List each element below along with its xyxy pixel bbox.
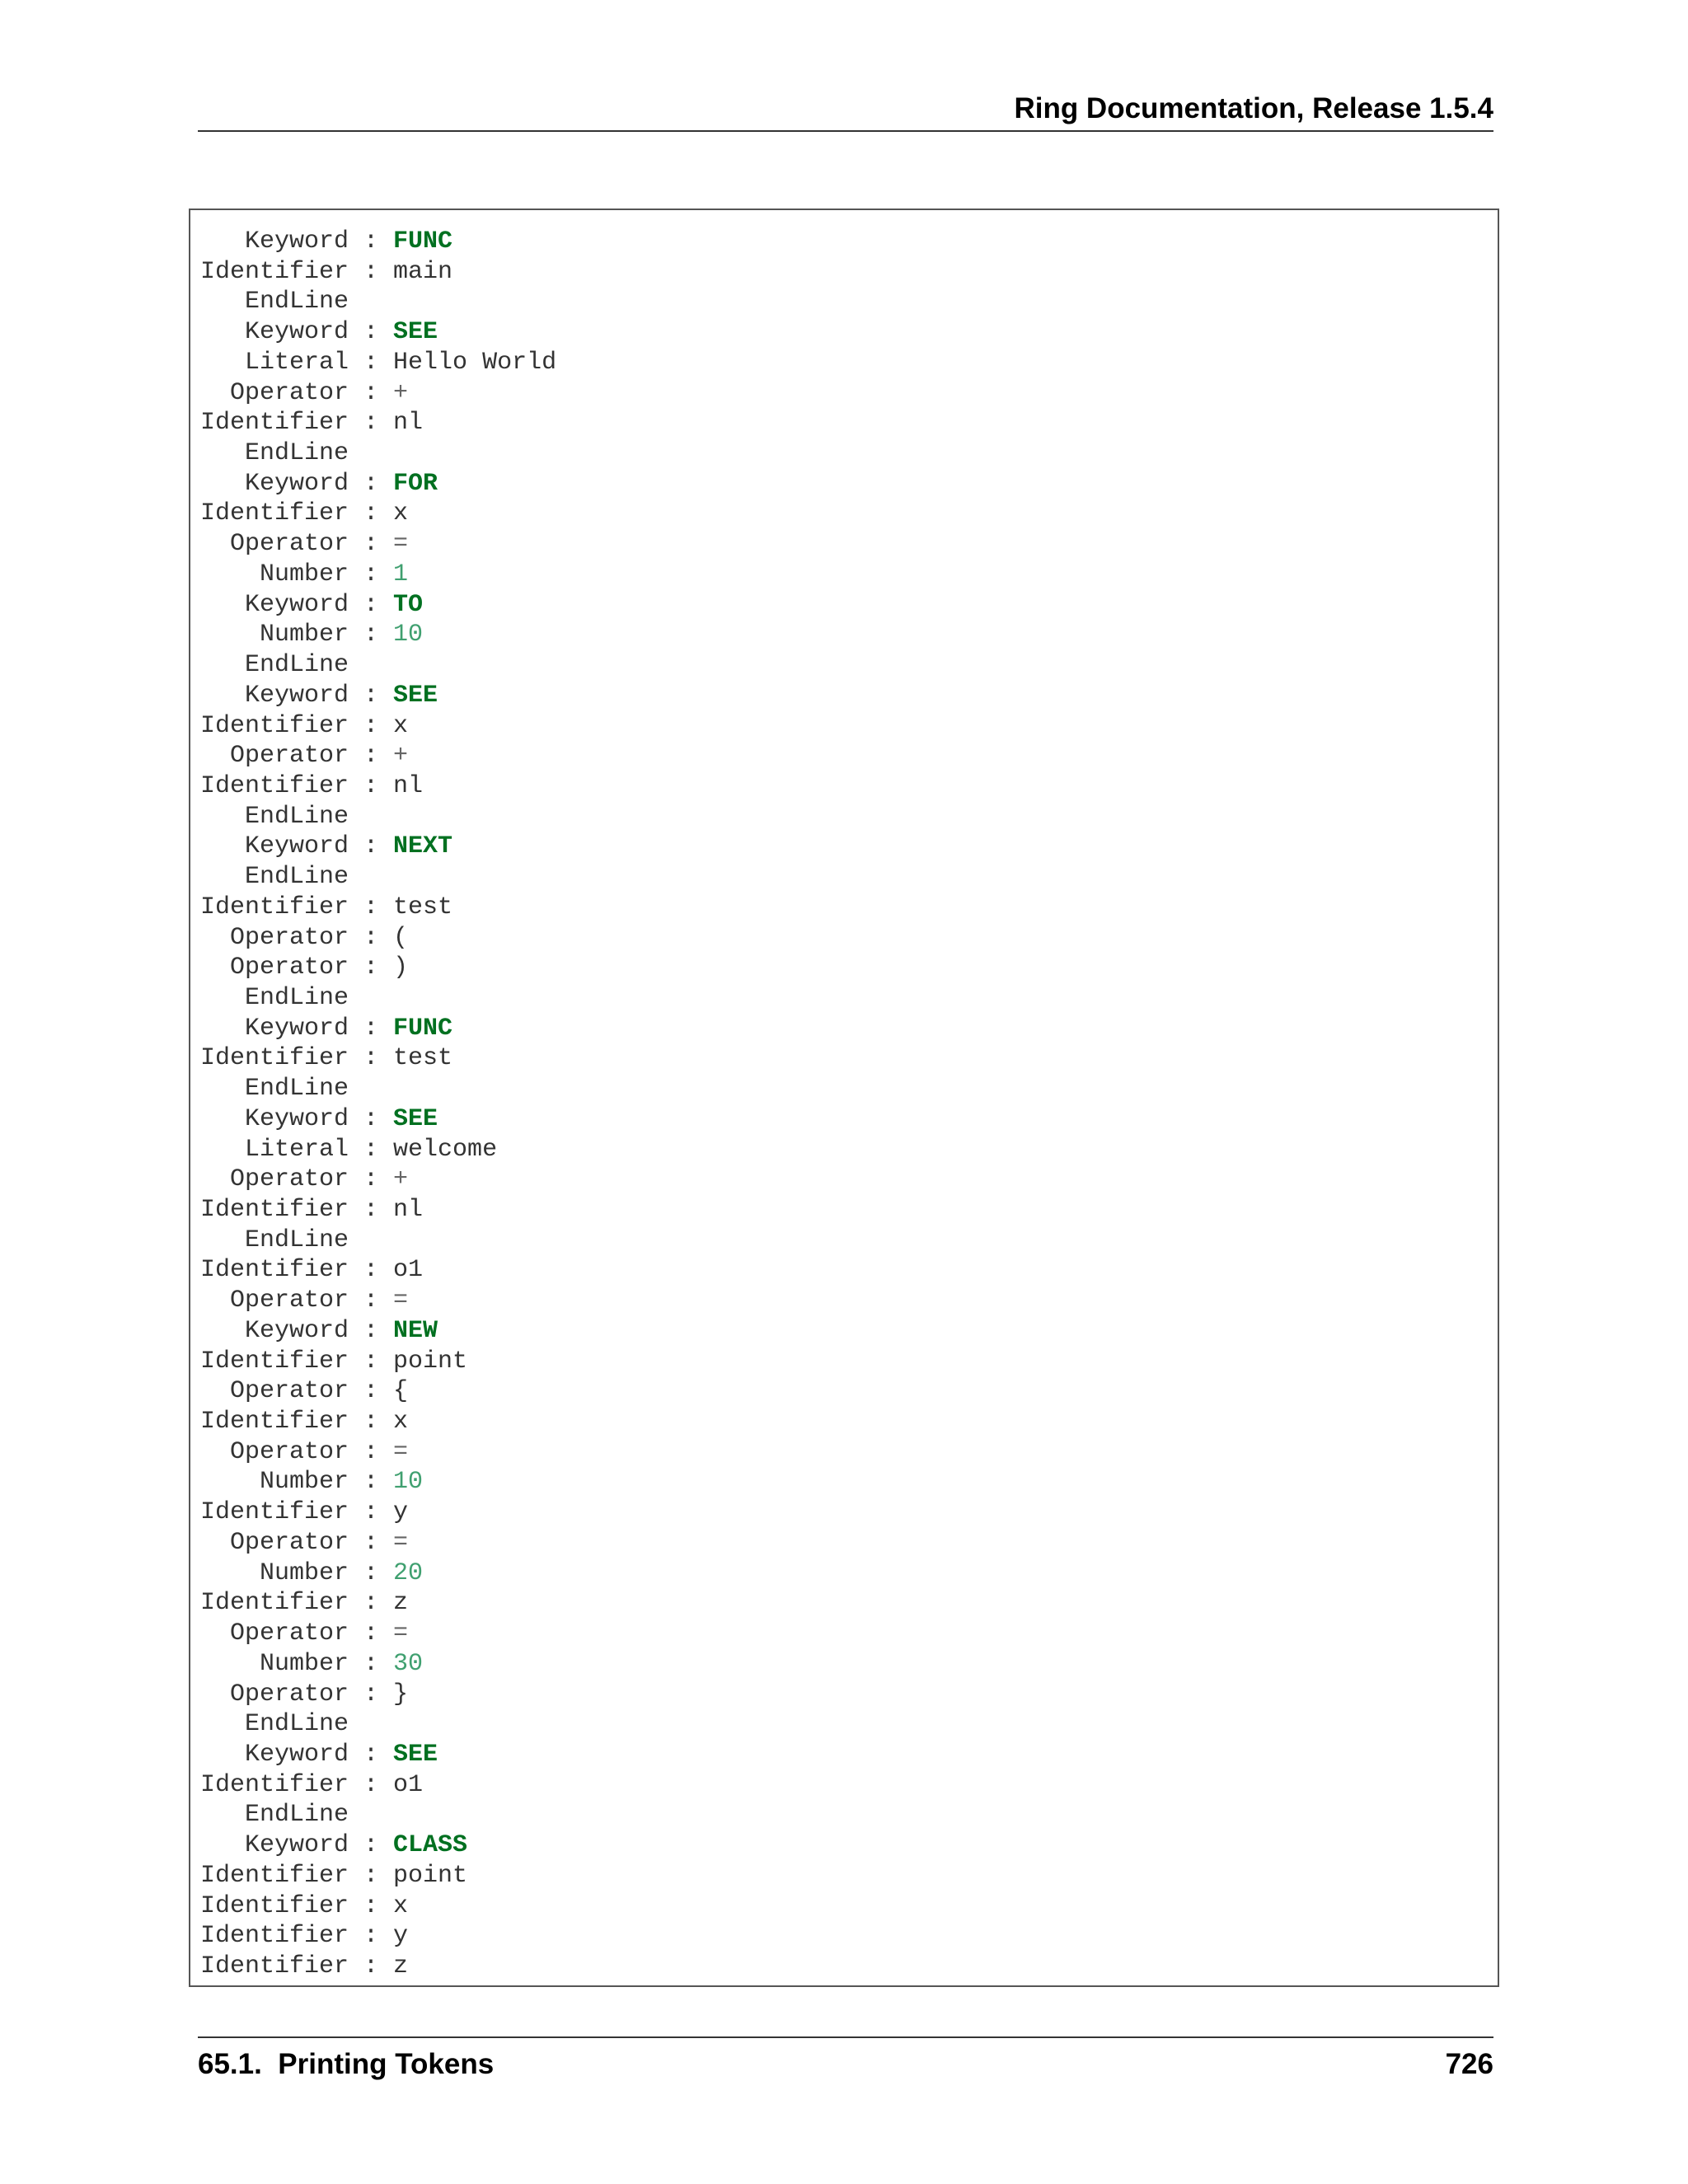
token-separator: : bbox=[349, 1498, 394, 1527]
token-type: EndLine bbox=[200, 651, 349, 680]
token-line bbox=[200, 1830, 556, 1861]
token-line bbox=[200, 1135, 556, 1165]
token-type: Operator bbox=[200, 1528, 349, 1557]
token-type: Operator bbox=[200, 530, 349, 559]
token-type: Keyword bbox=[200, 590, 349, 619]
token-separator: : bbox=[349, 1408, 394, 1436]
token-value: NEXT bbox=[393, 832, 453, 861]
token-separator: : bbox=[349, 1316, 394, 1345]
token-value: point bbox=[393, 1861, 468, 1890]
token-separator: : bbox=[349, 1891, 394, 1920]
token-line bbox=[200, 469, 556, 499]
token-value: main bbox=[393, 257, 453, 286]
token-separator: : bbox=[349, 1377, 394, 1406]
token-separator: : bbox=[349, 1740, 394, 1769]
token-type: Operator bbox=[200, 954, 349, 982]
token-value: x bbox=[393, 711, 409, 740]
token-value: y bbox=[393, 1922, 409, 1951]
token-value: test bbox=[393, 893, 453, 921]
token-line bbox=[200, 741, 556, 771]
token-value: CLASS bbox=[393, 1831, 468, 1860]
token-value: ) bbox=[393, 954, 409, 982]
token-value: o1 bbox=[393, 1770, 424, 1799]
token-value: x bbox=[393, 499, 409, 528]
token-type: Keyword bbox=[200, 1104, 349, 1133]
token-separator: : bbox=[349, 1649, 394, 1678]
token-type: Number bbox=[200, 1558, 349, 1587]
code-listing bbox=[200, 227, 556, 1982]
token-value: Hello World bbox=[393, 348, 557, 377]
token-type: Literal bbox=[200, 1135, 349, 1164]
token-line bbox=[200, 771, 556, 802]
token-line bbox=[200, 257, 556, 288]
token-type: Identifier bbox=[200, 1861, 349, 1890]
token-type: Number bbox=[200, 621, 349, 649]
token-line bbox=[200, 1497, 556, 1528]
token-line bbox=[200, 1467, 556, 1497]
token-type: Operator bbox=[200, 1619, 349, 1648]
token-type: EndLine bbox=[200, 1075, 349, 1104]
token-type: Identifier bbox=[200, 1922, 349, 1951]
token-line bbox=[200, 953, 556, 983]
token-value: y bbox=[393, 1498, 409, 1527]
token-separator: : bbox=[349, 1196, 394, 1224]
page-header bbox=[198, 89, 1493, 132]
token-line bbox=[200, 1074, 556, 1104]
token-line bbox=[200, 1347, 556, 1377]
token-line bbox=[200, 1104, 556, 1135]
token-type: Identifier bbox=[200, 1589, 349, 1618]
token-separator: : bbox=[349, 1256, 394, 1285]
token-line bbox=[200, 1891, 556, 1922]
token-separator: : bbox=[349, 590, 394, 619]
token-type: Identifier bbox=[200, 1498, 349, 1527]
token-line bbox=[200, 923, 556, 954]
token-line bbox=[200, 1619, 556, 1649]
token-line bbox=[200, 408, 556, 438]
token-value: + bbox=[393, 1165, 409, 1194]
page-footer bbox=[198, 2036, 1493, 2080]
token-type: Operator bbox=[200, 378, 349, 407]
token-type: Keyword bbox=[200, 1740, 349, 1769]
token-separator: : bbox=[349, 832, 394, 861]
section-title: 65.1. Printing Tokens bbox=[198, 2048, 495, 2080]
token-line bbox=[200, 983, 556, 1014]
token-line bbox=[200, 1770, 556, 1801]
token-type: Number bbox=[200, 1468, 349, 1497]
token-value: 30 bbox=[393, 1649, 424, 1678]
token-separator: : bbox=[349, 1347, 394, 1376]
token-line bbox=[200, 620, 556, 650]
token-type: Number bbox=[200, 560, 349, 588]
token-separator: : bbox=[349, 1165, 394, 1194]
token-value: FUNC bbox=[393, 227, 453, 255]
token-separator: : bbox=[349, 318, 394, 347]
token-type: Keyword bbox=[200, 469, 349, 498]
token-separator: : bbox=[349, 1135, 394, 1164]
token-separator: : bbox=[349, 1528, 394, 1557]
token-separator: : bbox=[349, 1831, 394, 1860]
token-type: Keyword bbox=[200, 832, 349, 861]
token-separator: : bbox=[349, 1619, 394, 1648]
token-separator: : bbox=[349, 954, 394, 982]
token-separator: : bbox=[349, 1861, 394, 1890]
token-separator: : bbox=[349, 1437, 394, 1466]
token-value: 20 bbox=[393, 1558, 424, 1587]
token-value: = bbox=[393, 1619, 409, 1648]
token-separator: : bbox=[349, 348, 394, 377]
token-line bbox=[200, 590, 556, 621]
token-type: Identifier bbox=[200, 1891, 349, 1920]
token-type: EndLine bbox=[200, 439, 349, 468]
token-separator: : bbox=[349, 227, 394, 255]
token-type: Keyword bbox=[200, 1316, 349, 1345]
token-separator: : bbox=[349, 1952, 394, 1980]
token-type: EndLine bbox=[200, 1226, 349, 1254]
token-line bbox=[200, 499, 556, 529]
token-value: z bbox=[393, 1952, 409, 1980]
token-line bbox=[200, 287, 556, 317]
token-line bbox=[200, 650, 556, 681]
token-line bbox=[200, 1800, 556, 1830]
token-line bbox=[200, 1255, 556, 1286]
token-type: Keyword bbox=[200, 1831, 349, 1860]
token-value: FOR bbox=[393, 469, 438, 498]
token-line bbox=[200, 893, 556, 923]
token-value: nl bbox=[393, 771, 424, 800]
document-title: Ring Documentation, Release 1.5.4 bbox=[1014, 92, 1493, 124]
token-line bbox=[200, 1316, 556, 1347]
token-line bbox=[200, 348, 556, 378]
token-value: SEE bbox=[393, 318, 438, 347]
token-type: Identifier bbox=[200, 257, 349, 286]
token-value: { bbox=[393, 1377, 409, 1406]
token-value: x bbox=[393, 1891, 409, 1920]
token-line bbox=[200, 1195, 556, 1226]
token-line bbox=[200, 711, 556, 742]
token-type: Identifier bbox=[200, 1256, 349, 1285]
token-value: test bbox=[393, 1044, 453, 1073]
token-value: = bbox=[393, 1286, 409, 1315]
token-value: SEE bbox=[393, 1740, 438, 1769]
token-line bbox=[200, 862, 556, 893]
token-value: } bbox=[393, 1680, 409, 1708]
token-line bbox=[200, 1165, 556, 1195]
token-separator: : bbox=[349, 893, 394, 921]
token-value: + bbox=[393, 742, 409, 771]
code-block bbox=[189, 209, 1499, 1987]
token-type: Identifier bbox=[200, 893, 349, 921]
token-line bbox=[200, 1528, 556, 1558]
token-type: Identifier bbox=[200, 1770, 349, 1799]
token-type: EndLine bbox=[200, 288, 349, 316]
token-type: Identifier bbox=[200, 711, 349, 740]
token-line bbox=[200, 802, 556, 832]
token-separator: : bbox=[349, 1680, 394, 1708]
page-number: 726 bbox=[1445, 2048, 1493, 2080]
token-line bbox=[200, 1649, 556, 1680]
token-value: 10 bbox=[393, 1468, 424, 1497]
token-type: Identifier bbox=[200, 1196, 349, 1224]
token-line bbox=[200, 1709, 556, 1740]
token-separator: : bbox=[349, 499, 394, 528]
token-separator: : bbox=[349, 771, 394, 800]
token-value: x bbox=[393, 1408, 409, 1436]
token-separator: : bbox=[349, 469, 394, 498]
token-line bbox=[200, 1952, 556, 1982]
token-separator: : bbox=[349, 560, 394, 588]
token-separator: : bbox=[349, 1770, 394, 1799]
token-separator: : bbox=[349, 1286, 394, 1315]
token-value: TO bbox=[393, 590, 424, 619]
token-value: nl bbox=[393, 1196, 424, 1224]
token-type: Operator bbox=[200, 1680, 349, 1708]
token-line bbox=[200, 438, 556, 469]
token-type: Operator bbox=[200, 1286, 349, 1315]
token-type: EndLine bbox=[200, 1710, 349, 1739]
token-type: Identifier bbox=[200, 1952, 349, 1980]
token-value: o1 bbox=[393, 1256, 424, 1285]
token-line bbox=[200, 681, 556, 711]
token-line bbox=[200, 1680, 556, 1710]
token-line bbox=[200, 227, 556, 257]
token-line bbox=[200, 317, 556, 348]
token-value: SEE bbox=[393, 1104, 438, 1133]
token-separator: : bbox=[349, 378, 394, 407]
token-separator: : bbox=[349, 923, 394, 952]
token-line bbox=[200, 1014, 556, 1044]
token-value: ( bbox=[393, 923, 409, 952]
token-value: welcome bbox=[393, 1135, 498, 1164]
token-type: EndLine bbox=[200, 863, 349, 892]
token-type: Number bbox=[200, 1649, 349, 1678]
token-value: nl bbox=[393, 409, 424, 438]
token-type: Identifier bbox=[200, 409, 349, 438]
token-type: Keyword bbox=[200, 681, 349, 710]
token-line bbox=[200, 1861, 556, 1891]
token-value: FUNC bbox=[393, 1014, 453, 1043]
token-separator: : bbox=[349, 1922, 394, 1951]
token-value: NEW bbox=[393, 1316, 438, 1345]
token-line bbox=[200, 560, 556, 590]
token-separator: : bbox=[349, 621, 394, 649]
token-separator: : bbox=[349, 1589, 394, 1618]
token-type: Operator bbox=[200, 1377, 349, 1406]
token-line bbox=[200, 1437, 556, 1468]
token-line bbox=[200, 1558, 556, 1589]
token-line bbox=[200, 1921, 556, 1952]
token-type: Operator bbox=[200, 742, 349, 771]
token-line bbox=[200, 1588, 556, 1619]
token-type: EndLine bbox=[200, 1801, 349, 1830]
token-separator: : bbox=[349, 257, 394, 286]
token-value: point bbox=[393, 1347, 468, 1376]
token-line bbox=[200, 832, 556, 862]
token-separator: : bbox=[349, 711, 394, 740]
token-line bbox=[200, 1376, 556, 1407]
token-value: + bbox=[393, 378, 409, 407]
token-type: Operator bbox=[200, 923, 349, 952]
token-type: EndLine bbox=[200, 983, 349, 1012]
token-separator: : bbox=[349, 1468, 394, 1497]
token-separator: : bbox=[349, 1044, 394, 1073]
token-line bbox=[200, 1407, 556, 1437]
token-line bbox=[200, 529, 556, 560]
token-value: 10 bbox=[393, 621, 424, 649]
token-type: Identifier bbox=[200, 1347, 349, 1376]
token-value: = bbox=[393, 1528, 409, 1557]
token-value: z bbox=[393, 1589, 409, 1618]
token-type: Identifier bbox=[200, 1044, 349, 1073]
token-separator: : bbox=[349, 530, 394, 559]
token-type: Identifier bbox=[200, 1408, 349, 1436]
token-value: 1 bbox=[393, 560, 409, 588]
token-line bbox=[200, 1226, 556, 1256]
token-line bbox=[200, 378, 556, 409]
token-type: Operator bbox=[200, 1437, 349, 1466]
token-line bbox=[200, 1286, 556, 1316]
token-value: = bbox=[393, 1437, 409, 1466]
token-type: Keyword bbox=[200, 227, 349, 255]
token-type: Identifier bbox=[200, 499, 349, 528]
token-separator: : bbox=[349, 409, 394, 438]
token-type: Operator bbox=[200, 1165, 349, 1194]
token-value: SEE bbox=[393, 681, 438, 710]
token-type: Identifier bbox=[200, 771, 349, 800]
token-separator: : bbox=[349, 1558, 394, 1587]
token-separator: : bbox=[349, 742, 394, 771]
token-type: Keyword bbox=[200, 1014, 349, 1043]
token-line bbox=[200, 1043, 556, 1074]
token-separator: : bbox=[349, 1104, 394, 1133]
token-separator: : bbox=[349, 1014, 394, 1043]
token-type: EndLine bbox=[200, 802, 349, 831]
token-line bbox=[200, 1740, 556, 1770]
token-type: Keyword bbox=[200, 318, 349, 347]
token-value: = bbox=[393, 530, 409, 559]
token-separator: : bbox=[349, 681, 394, 710]
token-type: Literal bbox=[200, 348, 349, 377]
